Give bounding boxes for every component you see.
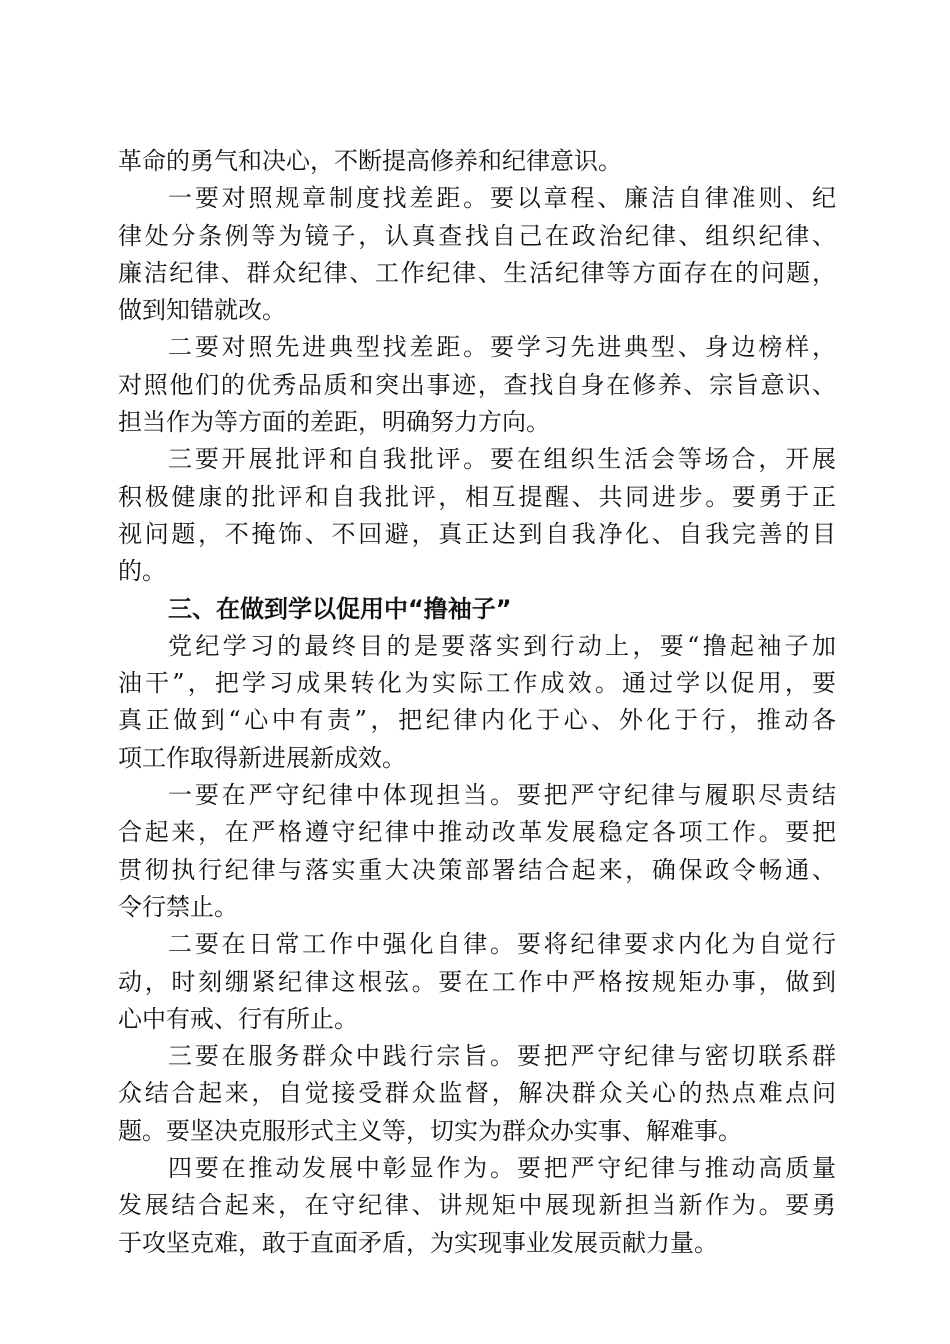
text-line: 合起来，在严格遵守纪律中推动改革发展稳定各项工作。要把	[118, 818, 836, 847]
text-line: 发展结合起来，在守纪律、讲规矩中展现新担当新作为。要勇	[118, 1191, 836, 1220]
text-line: 题。要坚决克服形式主义等，切实为群众办实事、解难事。	[118, 1116, 742, 1145]
text-line: 律处分条例等为镜子，认真查找自己在政治纪律、组织纪律、	[118, 221, 836, 250]
text-line: 油干”，把学习成果转化为实际工作成效。通过学以促用，要	[118, 669, 836, 698]
text-line: 于攻坚克难，敢于直面矛盾，为实现事业发展贡献力量。	[118, 1228, 718, 1257]
document-body	[118, 143, 836, 1262]
text-line: 真正做到“心中有责”，把纪律内化于心、外化于行，推动各	[118, 706, 836, 735]
paragraph-start-line: 二要在日常工作中强化自律。要将纪律要求内化为自觉行	[168, 930, 836, 959]
text-line: 革命的勇气和决心，不断提高修养和纪律意识。	[118, 147, 622, 175]
text-line: 担当作为等方面的差距，明确努力方向。	[118, 408, 550, 437]
paragraph-start-line: 二要对照先进典型找差距。要学习先进典型、身边榜样，	[168, 333, 836, 362]
text-line: 积极健康的批评和自我批评，相互提醒、共同进步。要勇于正	[118, 482, 836, 511]
text-line: 众结合起来，自觉接受群众监督，解决群众关心的热点难点问	[118, 1079, 836, 1108]
text-line: 动，时刻绷紧纪律这根弦。要在工作中严格按规矩办事，做到	[118, 967, 836, 996]
paragraph-start-line: 三要开展批评和自我批评。要在组织生活会等场合，开展	[168, 445, 836, 474]
text-line: 令行禁止。	[118, 892, 238, 921]
text-line: 项工作取得新进展新成效。	[118, 743, 406, 772]
text-line: 廉洁纪律、群众纪律、工作纪律、生活纪律等方面存在的问题，	[118, 258, 836, 287]
text-line: 的。	[118, 557, 166, 586]
text-line: 心中有戒、行有所止。	[118, 1004, 358, 1033]
section-heading: 三、在做到学以促用中“撸袖子”	[168, 594, 512, 623]
paragraph-start-line: 三要在服务群众中践行宗旨。要把严守纪律与密切联系群	[168, 1042, 836, 1071]
paragraph-start-line: 党纪学习的最终目的是要落实到行动上，要“撸起袖子加	[168, 631, 836, 660]
paragraph-start-line: 四要在推动发展中彰显作为。要把严守纪律与推动高质量	[168, 1154, 836, 1183]
text-line: 对照他们的优秀品质和突出事迹，查找自身在修养、宗旨意识、	[118, 370, 836, 399]
text-line: 视问题，不掩饰、不回避，真正达到自我净化、自我完善的目	[118, 519, 836, 548]
paragraph-start-line: 一要在严守纪律中体现担当。要把严守纪律与履职尽责结	[168, 781, 836, 810]
text-line: 贯彻执行纪律与落实重大决策部署结合起来，确保政令畅通、	[118, 855, 836, 884]
text-line: 做到知错就改。	[118, 296, 286, 325]
paragraph-start-line: 一要对照规章制度找差距。要以章程、廉洁自律准则、纪	[168, 184, 836, 213]
